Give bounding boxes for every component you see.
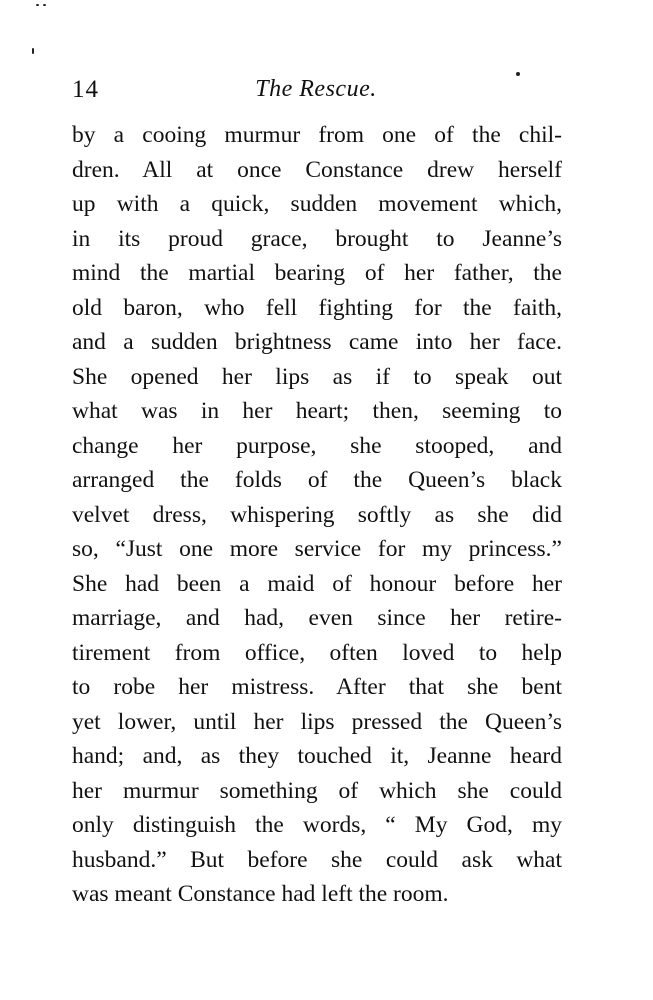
ink-speck [516,72,520,76]
running-title: The Rescue. [255,76,377,102]
page-number: 14 [72,76,99,103]
text-line: hand; and, as they touched it, Jeanne heard [72,743,562,769]
text-line: arranged the folds of the Queen’s black [72,467,562,493]
text-line: husband.” But before she could ask what [72,846,562,873]
text-line: by a cooing murmur from one of the chil- [72,122,562,148]
text-line: dren. All at once Constance drew herself [72,156,562,183]
text-line: She opened her lips as if to speak out [72,363,562,390]
text-line: so, “Just one more service for my princess.” [72,536,562,562]
text-line: velvet dress, whispering softly as she did [72,501,562,528]
text-line: in its proud grace, brought to Jeanne’s [72,225,562,252]
ink-speck [32,48,34,54]
text-line: change her purpose, she stooped, and [72,432,562,459]
ink-speck [43,4,46,6]
text-line: yet lower, until her lips pressed the Queen’s [72,708,562,735]
text-line: and a sudden brightness came into her face. [72,329,562,355]
text-line: to robe her mistress. After that she bent [72,674,562,700]
page-header [72,70,560,110]
text-line: only distinguish the words, “ My God, my [72,812,562,838]
text-line: up with a quick, sudden movement which, [72,191,562,217]
body-text [72,118,562,912]
text-line: was meant Constance had left the room. [72,881,449,907]
text-line: what was in her heart; then, seeming to [72,398,562,424]
text-line: old baron, who fell fighting for the faith, [72,294,562,321]
text-line: tirement from office, often loved to help [72,639,562,666]
text-line: her murmur something of which she could [72,777,562,804]
text-line: mind the martial bearing of her father, the [72,260,562,286]
text-line: She had been a maid of honour before her [72,570,562,597]
text-line: marriage, and had, even since her retire- [72,605,562,631]
ink-speck [36,4,39,6]
